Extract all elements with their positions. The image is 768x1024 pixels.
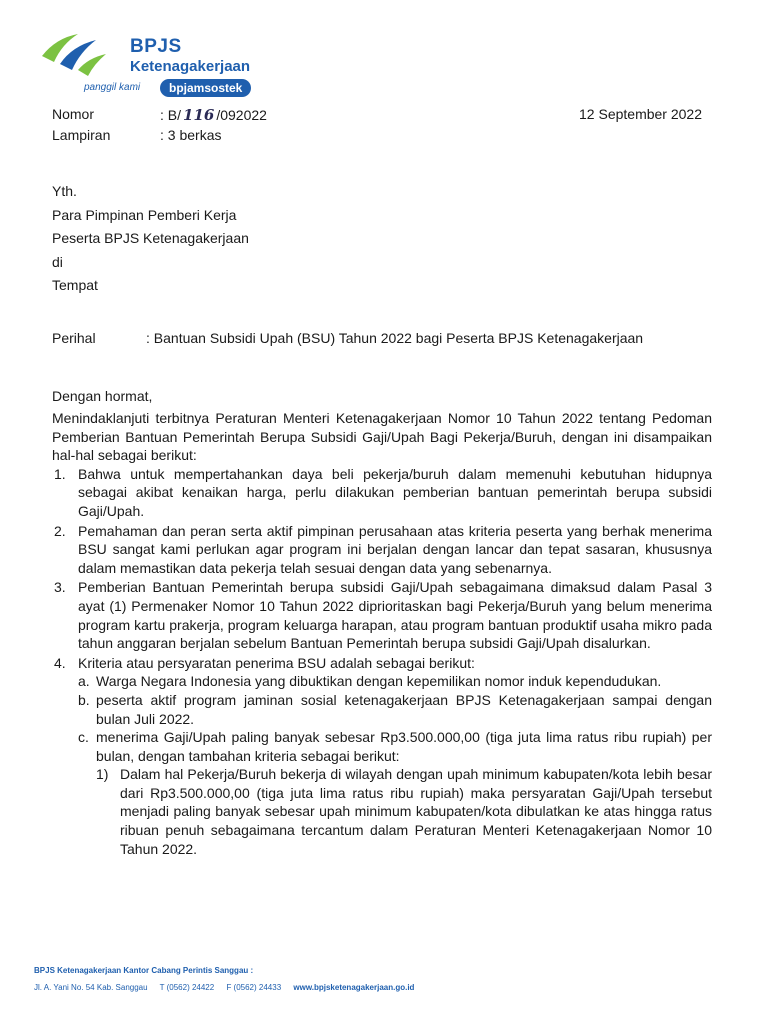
- bpjs-logo-mark-icon: [38, 30, 108, 80]
- list-text: Bahwa untuk mempertahankan daya beli pekerja/buruh dalam memenuhi kebutuhan hidupnya sebagai akibat kenaikan harga, perlu dilakukan pemberian bantuan pemerintah berupa subsidi Gaji/Upah.: [78, 465, 712, 519]
- letter-footer: [34, 962, 424, 996]
- sub-list-text: Warga Negara Indonesia yang dibuktikan dengan kepemilikan nomor induk kependudukan.: [96, 673, 662, 690]
- list-text: Pemberian Bantuan Pemerintah berupa subsidi Gaji/Upah sebagaimana dimaksud dalam Pasal 3 ayat (1) Permenaker Nomor 10 Tahun 2022 diprioritaskan bagi Pekerja/Buruh yang belum menerima program kartu prakerja, program keluarga harapan, atau program bantuan produktif usaha mikro pada tahun anggaran berjalan sebelum Bantuan Pemerintah berupa subsidi Gaji/Upah disalurkan.: [78, 579, 712, 652]
- perihal-label: Perihal: [52, 330, 96, 346]
- recipient-line: Peserta BPJS Ketenagakerjaan: [52, 230, 249, 246]
- footer-website-link[interactable]: www.bpjsketenagakerjaan.go.id: [293, 983, 415, 992]
- recipient-block: [52, 180, 249, 298]
- sub-list-item: [78, 728, 712, 858]
- nomor-value: [160, 106, 267, 124]
- nomor-suffix: /092022: [216, 107, 267, 123]
- list-text: Kriteria atau persyaratan penerima BSU adalah sebagai berikut:: [78, 654, 475, 671]
- list-text: Pemahaman dan peran serta aktif pimpinan perusahaan atas kriteria peserta yang berhak menerima BSU sangat kami perlukan agar program ini berjalan dengan lancar dan tepat sasaran, khususnya dalam memastikan data pekerja telah sesuai dengan data yang sebenarnya.: [78, 522, 712, 576]
- recipient-line: Yth.: [52, 183, 77, 199]
- sub-list-text: menerima Gaji/Upah paling banyak sebesar Rp3.500.000,00 (tiga juta lima ratus ribu rupiah) per bulan, dengan tambahan kriteria sebagai berikut:: [96, 729, 712, 764]
- salutation: Dengan hormat,: [52, 388, 153, 404]
- footer-fax: F (0562) 24433: [226, 983, 282, 992]
- footer-office: BPJS Ketenagakerjaan Kantor Cabang Perintis Sanggau :: [34, 966, 254, 975]
- sub-list-number: a.: [78, 673, 90, 690]
- list-item: [52, 522, 712, 578]
- logo-tagline: panggil kami: [84, 82, 141, 93]
- perihal-value: : Bantuan Subsidi Upah (BSU) Tahun 2022 bagi Peserta BPJS Ketenagakerjaan: [146, 330, 644, 346]
- main-list: [52, 465, 712, 858]
- recipient-line: Para Pimpinan Pemberi Kerja: [52, 206, 237, 223]
- footer-address: Jl. A. Yani No. 54 Kab. Sanggau: [34, 983, 148, 992]
- list-item: [52, 578, 712, 652]
- letter-date: 12 September 2022: [579, 106, 702, 122]
- letter-body: [52, 409, 712, 859]
- sub-list-item: [78, 691, 712, 728]
- recipient-line: di: [52, 253, 63, 270]
- list-number: 2.: [54, 522, 66, 539]
- lampiran-label: Lampiran: [52, 127, 111, 143]
- logo-pill: bpjamsostek: [160, 79, 251, 97]
- list-item: [52, 654, 712, 859]
- list-number: 1.: [54, 465, 66, 482]
- logo-brand: BPJS: [130, 36, 182, 57]
- sub-list-number: b.: [78, 691, 90, 708]
- sub-sub-list: [96, 765, 712, 858]
- nomor-prefix: : B/: [160, 107, 182, 123]
- footer-contact: [34, 979, 424, 996]
- bpjs-logo: [38, 30, 298, 102]
- sub-sub-list-text: Dalam hal Pekerja/Buruh bekerja di wilayah dengan upah minimum kabupaten/kota lebih besar dari Rp3.500.000,00 (tiga juta lima ratus ribu rupiah) maka persyaratan Gaji/Upah tersebut menjadi paling banyak sebesar upah minimum kabupaten/kota dibulatkan ke atas hingga ratus ribuan penuh sebagaimana tercantum dalam Peraturan Menteri Ketenagakerjaan Nomor 10 Tahun 2022.: [120, 766, 712, 857]
- lampiran-value: : 3 berkas: [160, 127, 222, 143]
- footer-phone: T (0562) 24422: [159, 983, 215, 992]
- intro-paragraph: Menindaklanjuti terbitnya Peraturan Menteri Ketenagakerjaan Nomor 10 Tahun 2022 tentang Pedoman Pemberian Bantuan Pemerintah Berupa Subsidi Gaji/Upah Bagi Pekerja/Buruh, dengan ini disampaikan hal-hal sebagai berikut:: [52, 410, 712, 464]
- nomor-label: Nomor: [52, 106, 95, 122]
- logo-name: Ketenagakerjaan: [130, 58, 251, 75]
- list-number: 4.: [54, 654, 66, 671]
- sub-list-text: peserta aktif program jaminan sosial ketenagakerjaan BPJS Ketenagakerjaan sampai dengan bulan Juli 2022.: [96, 691, 712, 727]
- sub-list: [78, 672, 712, 858]
- list-item: [52, 465, 712, 521]
- recipient-line: Tempat: [52, 277, 98, 293]
- sub-list-item: [78, 672, 712, 691]
- sub-sub-list-item: [96, 765, 712, 858]
- list-number: 3.: [54, 579, 66, 596]
- sub-sub-list-number: 1): [96, 766, 109, 783]
- sub-list-number: c.: [78, 729, 89, 746]
- nomor-handwritten: 116: [183, 106, 215, 124]
